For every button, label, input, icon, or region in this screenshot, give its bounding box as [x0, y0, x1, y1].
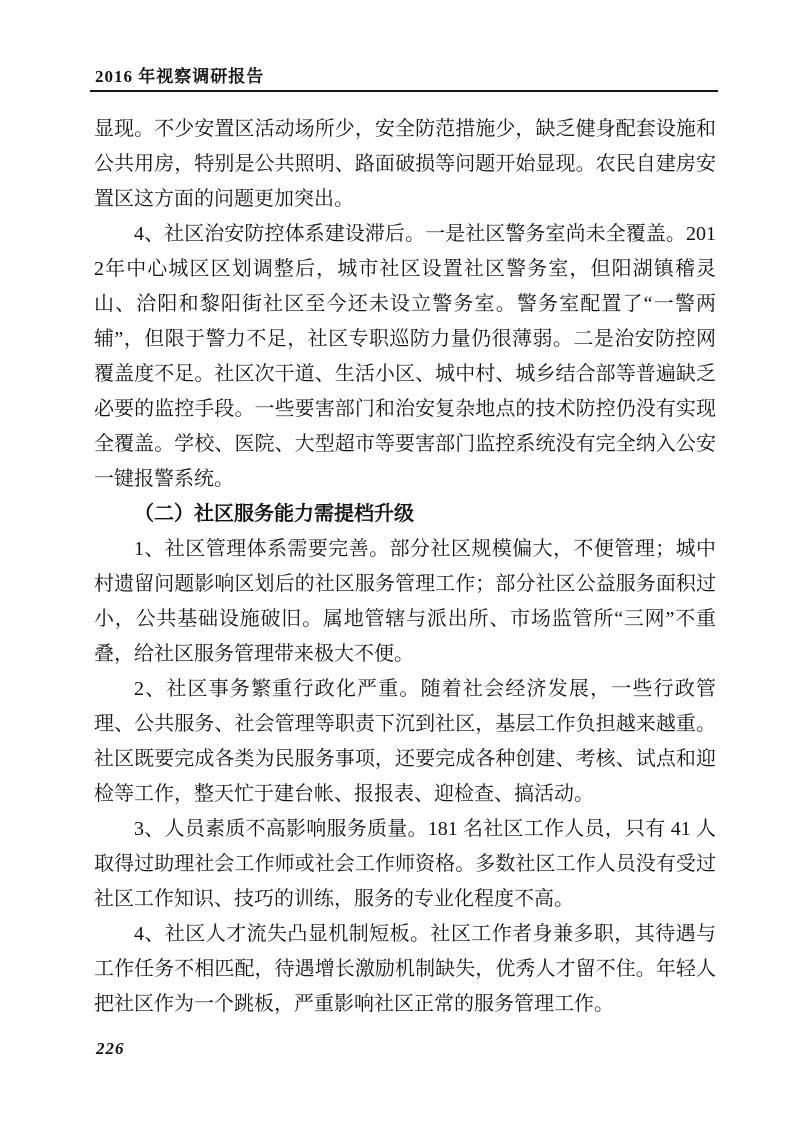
paragraph: 1、社区管理体系需要完善。部分社区规模偏大，不便管理；城中村遗留问题影响区划后的社区服务管理工作；部分社区公益服务面积过小，公共基础设施破旧。属地管辖与派出所、市场监管所“三网”不重叠，给社区服务管理带来极大不便。 — [94, 538, 716, 665]
page-number: 226 — [96, 1039, 125, 1058]
paragraph: 2、社区事务繁重行政化严重。随着社会经济发展，一些行政管理、公共服务、社会管理等职责下沉到社区，基层工作负担越来越重。社区既要完成各类为民服务事项，还要完成各种创建、考核、试点和迎检等工作，整天忙于建台帐、报报表、迎检查、搞活动。 — [94, 678, 716, 805]
paragraph: 4、社区人才流失凸显机制短板。社区工作者身兼多职，其待遇与工作任务不相匹配，待遇增长激励机制缺失，优秀人才留不住。年轻人把社区作为一个跳板，严重影响社区正常的服务管理工作。 — [94, 923, 716, 1015]
header-rule — [90, 90, 718, 92]
document-content — [94, 112, 716, 1022]
paragraph: 显现。不少安置区活动场所少，安全防范措施少，缺乏健身配套设施和公共用房，特别是公共照明、路面破损等问题开始显现。农民自建房安置区这方面的问题更加突出。 — [94, 118, 716, 210]
paragraph: 3、人员素质不高影响服务质量。181 名社区工作人员，只有 41 人取得过助理社会工作师或社会工作师资格。多数社区工作人员没有受过社区工作知识、技巧的训练，服务的专业化程度不高。 — [94, 818, 716, 910]
paragraph: 4、社区治安防控体系建设滞后。一是社区警务室尚未全覆盖。2012年中心城区区划调整后，城市社区设置社区警务室，但阳湖镇稽灵山、洽阳和黎阳街社区至今还未设立警务室。警务室配置了“一警两辅”，但限于警力不足，社区专职巡防力量仍很薄弱。二是治安防控网覆盖度不足。社区次干道、生活小区、城中村、城乡结合部等普遍缺乏必要的监控手段。一些要害部门和治安复杂地点的技术防控仍没有实现全覆盖。学校、医院、大型超市等要害部门监控系统没有完全纳入公安一键报警系统。 — [94, 223, 716, 490]
page-header-title: 2016 年视察调研报告 — [95, 67, 265, 86]
section-heading: （二）社区服务能力需提档升级 — [134, 503, 414, 525]
